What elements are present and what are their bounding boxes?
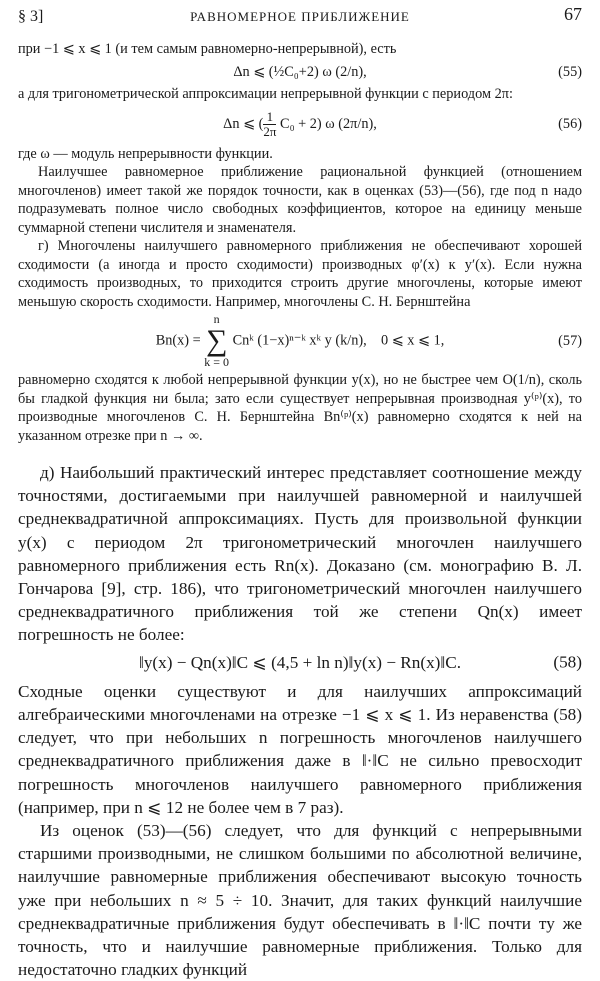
equation-56-left: Δn ⩽ ( <box>223 115 264 132</box>
equation-58-body: ‖y(x) − Qn(x)‖C ⩽ (4,5 + ln n)‖y(x) − Rn(x)‖C. <box>139 652 461 672</box>
paragraph-bernstein: равномерно сходятся к любой непрерывной функции y(x), но не быстрее чем O(1/n), сколь бы гладкой функция ни была; зато если существует непрерывная производная y⁽ᵖ⁾(x), то производные многочленов С. Н. Бернштейна Bn⁽ᵖ⁾(x) равномерно сходятся к ней на указанном отрезке при n → ∞. <box>18 372 582 444</box>
equation-56-number: (56) <box>558 115 582 132</box>
running-title: РАВНОМЕРНОЕ ПРИБЛИЖЕНИЕ <box>190 9 410 24</box>
section-number: § 3] <box>18 8 44 25</box>
equation-57-condition: 0 ⩽ x ⩽ 1, <box>381 332 445 349</box>
paragraph-rational: Наилучшее равномерное приближение рациональной функцией (отношением многочленов) имеет такой же порядок точности, как в оценках (53)—(56), где под n надо подразумевать полное число свободных коэффициентов, которое на единицу меньше суммарной степени числителя и знаменателя. <box>18 164 582 236</box>
equation-57-left: Bn(x) = <box>155 332 201 349</box>
paragraph-conclusion: Из оценок (53)—(56) следует, что для функций с непрерывными старшими производными, не слишком большими по абсолютной величине, наилучшие равномерные приближения обеспечивают высокую точность уже при небольших n ≈ 5 ÷ 10. Значит, для таких функций наилучшие среднеквадратичные приближения будут обеспечивать в ‖·‖C почти ту же точность, что и наилучшие равномерные приближения. Только для недостаточно гладких функций <box>18 821 582 980</box>
equation-56-right: C₀ + 2) ω (2π/n), <box>280 115 377 132</box>
paragraph-omega: где ω — модуль непрерывности функции. <box>18 145 273 162</box>
paragraph-trig: а для тригонометрической аппроксимации непрерывной функции с периодом 2π: <box>18 86 513 102</box>
paragraph-intro: при −1 ⩽ x ⩽ 1 (и тем самым равномерно-непрерывной), есть <box>18 41 397 57</box>
paragraph-d: д) Наибольший практический интерес представляет соотношение между точностями, достигаемыми при наилучшей равномерной и наилучшей среднеквадратичной аппроксимациях. Пусть для произвольной функции y(x) с периодом 2π тригонометрический многочлен наилучшего равномерного приближения есть Rn(x). Доказано (см. монографию В. Л. Гончарова [9], стр. 186), что тригонометрический многочлен наилучшего среднеквадратичного приближения той же степени Qn(x) имеет погрешность не более: <box>18 463 582 645</box>
sum-lower-limit: k = 0 <box>204 355 230 369</box>
equation-55 <box>18 63 582 82</box>
paragraph-similar-estimates: Сходные оценки существуют и для наилучших аппроксимаций алгебраическими многочленами на отрезке −1 ⩽ x ⩽ 1. Из неравенства (58) следует, что при небольших n погрешность многочленов наилучшего среднеквадратичного приближения даже в ‖·‖C не сильно превосходит погрешность многочленов наилучшего равномерного приближения (например, при n ⩽ 12 не более чем в 7 раз). <box>18 681 582 817</box>
small-print-section <box>18 40 582 445</box>
equation-55-body: Δn ⩽ (½C₀+2) ω (2/n), <box>233 63 367 80</box>
equation-57-number: (57) <box>558 332 582 349</box>
equation-58-number: (58) <box>553 652 582 672</box>
summation-sign: n ∑ k = 0 <box>204 312 230 369</box>
paragraph-g: г) Многочлены наилучшего равномерного приближения не обеспечивают хорошей сходимости (а иногда и просто сходимости) производных φ′(x) к y′(x). Если нужна сходимость производных, то приходится строить другие многочлены, которые имеют меньшую скорость сходимости. Например, многочлены С. Н. Бернштейна <box>18 238 582 310</box>
large-print-section <box>18 461 582 981</box>
page-header <box>18 4 582 28</box>
equation-58 <box>18 651 582 674</box>
equation-56 <box>18 110 582 139</box>
equation-55-number: (55) <box>558 63 582 80</box>
fraction-denominator: 2π <box>263 123 277 139</box>
sum-upper-limit: n <box>213 312 220 326</box>
equation-57 <box>18 313 582 369</box>
equation-57-body: Cnᵏ (1−x)ⁿ⁻ᵏ xᵏ y (k/n), <box>232 332 367 349</box>
page-number: 67 <box>564 4 582 24</box>
equation-56-fraction <box>263 110 276 139</box>
fraction-numerator: 1 <box>263 110 276 125</box>
page-body <box>18 40 582 981</box>
